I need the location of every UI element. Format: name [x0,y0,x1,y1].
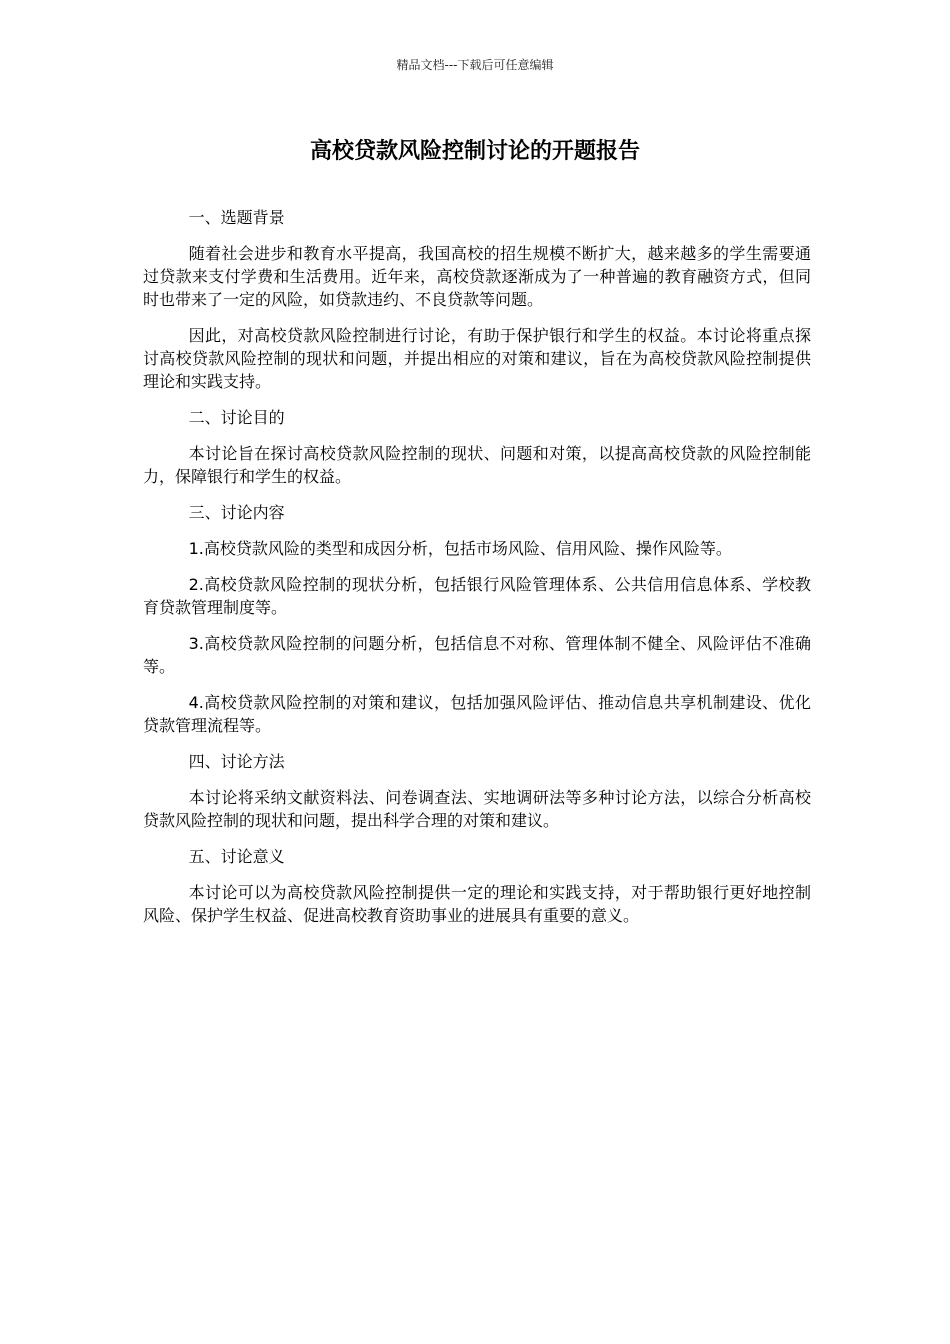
page-header: 精品文档---下载后可任意编辑 [396,58,554,72]
document-body [143,206,811,940]
section-heading-background: 一、选题背景 [188,208,285,227]
section-heading-content: 三、讨论内容 [188,503,285,522]
paragraph-significance: 本讨论可以为高校贷款风险控制提供一定的理论和实践支持，对于帮助银行更好地控制风险、保护学生权益、促进高校教育资助事业的进展具有重要的意义。 [143,883,811,925]
paragraph-method: 本讨论将采纳文献资料法、问卷调查法、实地调研法等多种讨论方法，以综合分析高校贷款风险控制的现状和问题，提出科学合理的对策和建议。 [143,788,811,830]
paragraph-background-1: 随着社会进步和教育水平提高，我国高校的招生规模不断扩大，越来越多的学生需要通过贷款来支付学费和生活费用。近年来，高校贷款逐渐成为了一种普遍的教育融资方式，但同时也带来了一定的风险，如贷款违约、不良贷款等问题。 [143,244,811,309]
paragraph-purpose: 本讨论旨在探讨高校贷款风险控制的现状、问题和对策，以提高高校贷款的风险控制能力，保障银行和学生的权益。 [143,444,811,486]
section-heading-method: 四、讨论方法 [188,752,285,771]
content-item-3: 3.高校贷款风险控制的问题分析，包括信息不对称、管理体制不健全、风险评估不准确等。 [143,634,811,676]
content-item-2: 2.高校贷款风险控制的现状分析，包括银行风险管理体系、公共信用信息体系、学校教育贷款管理制度等。 [143,575,811,617]
content-item-4: 4.高校贷款风险控制的对策和建议，包括加强风险评估、推动信息共享机制建设、优化贷款管理流程等。 [143,693,811,735]
content-item-1: 1.高校贷款风险的类型和成因分析，包括市场风险、信用风险、操作风险等。 [188,539,732,558]
document-title: 高校贷款风险控制讨论的开题报告 [309,139,640,164]
section-heading-significance: 五、讨论意义 [188,847,285,866]
section-heading-purpose: 二、讨论目的 [188,408,285,427]
paragraph-background-2: 因此，对高校贷款风险控制进行讨论，有助于保护银行和学生的权益。本讨论将重点探讨高校贷款风险控制的现状和问题，并提出相应的对策和建议，旨在为高校贷款风险控制提供理论和实践支持。 [143,326,811,391]
